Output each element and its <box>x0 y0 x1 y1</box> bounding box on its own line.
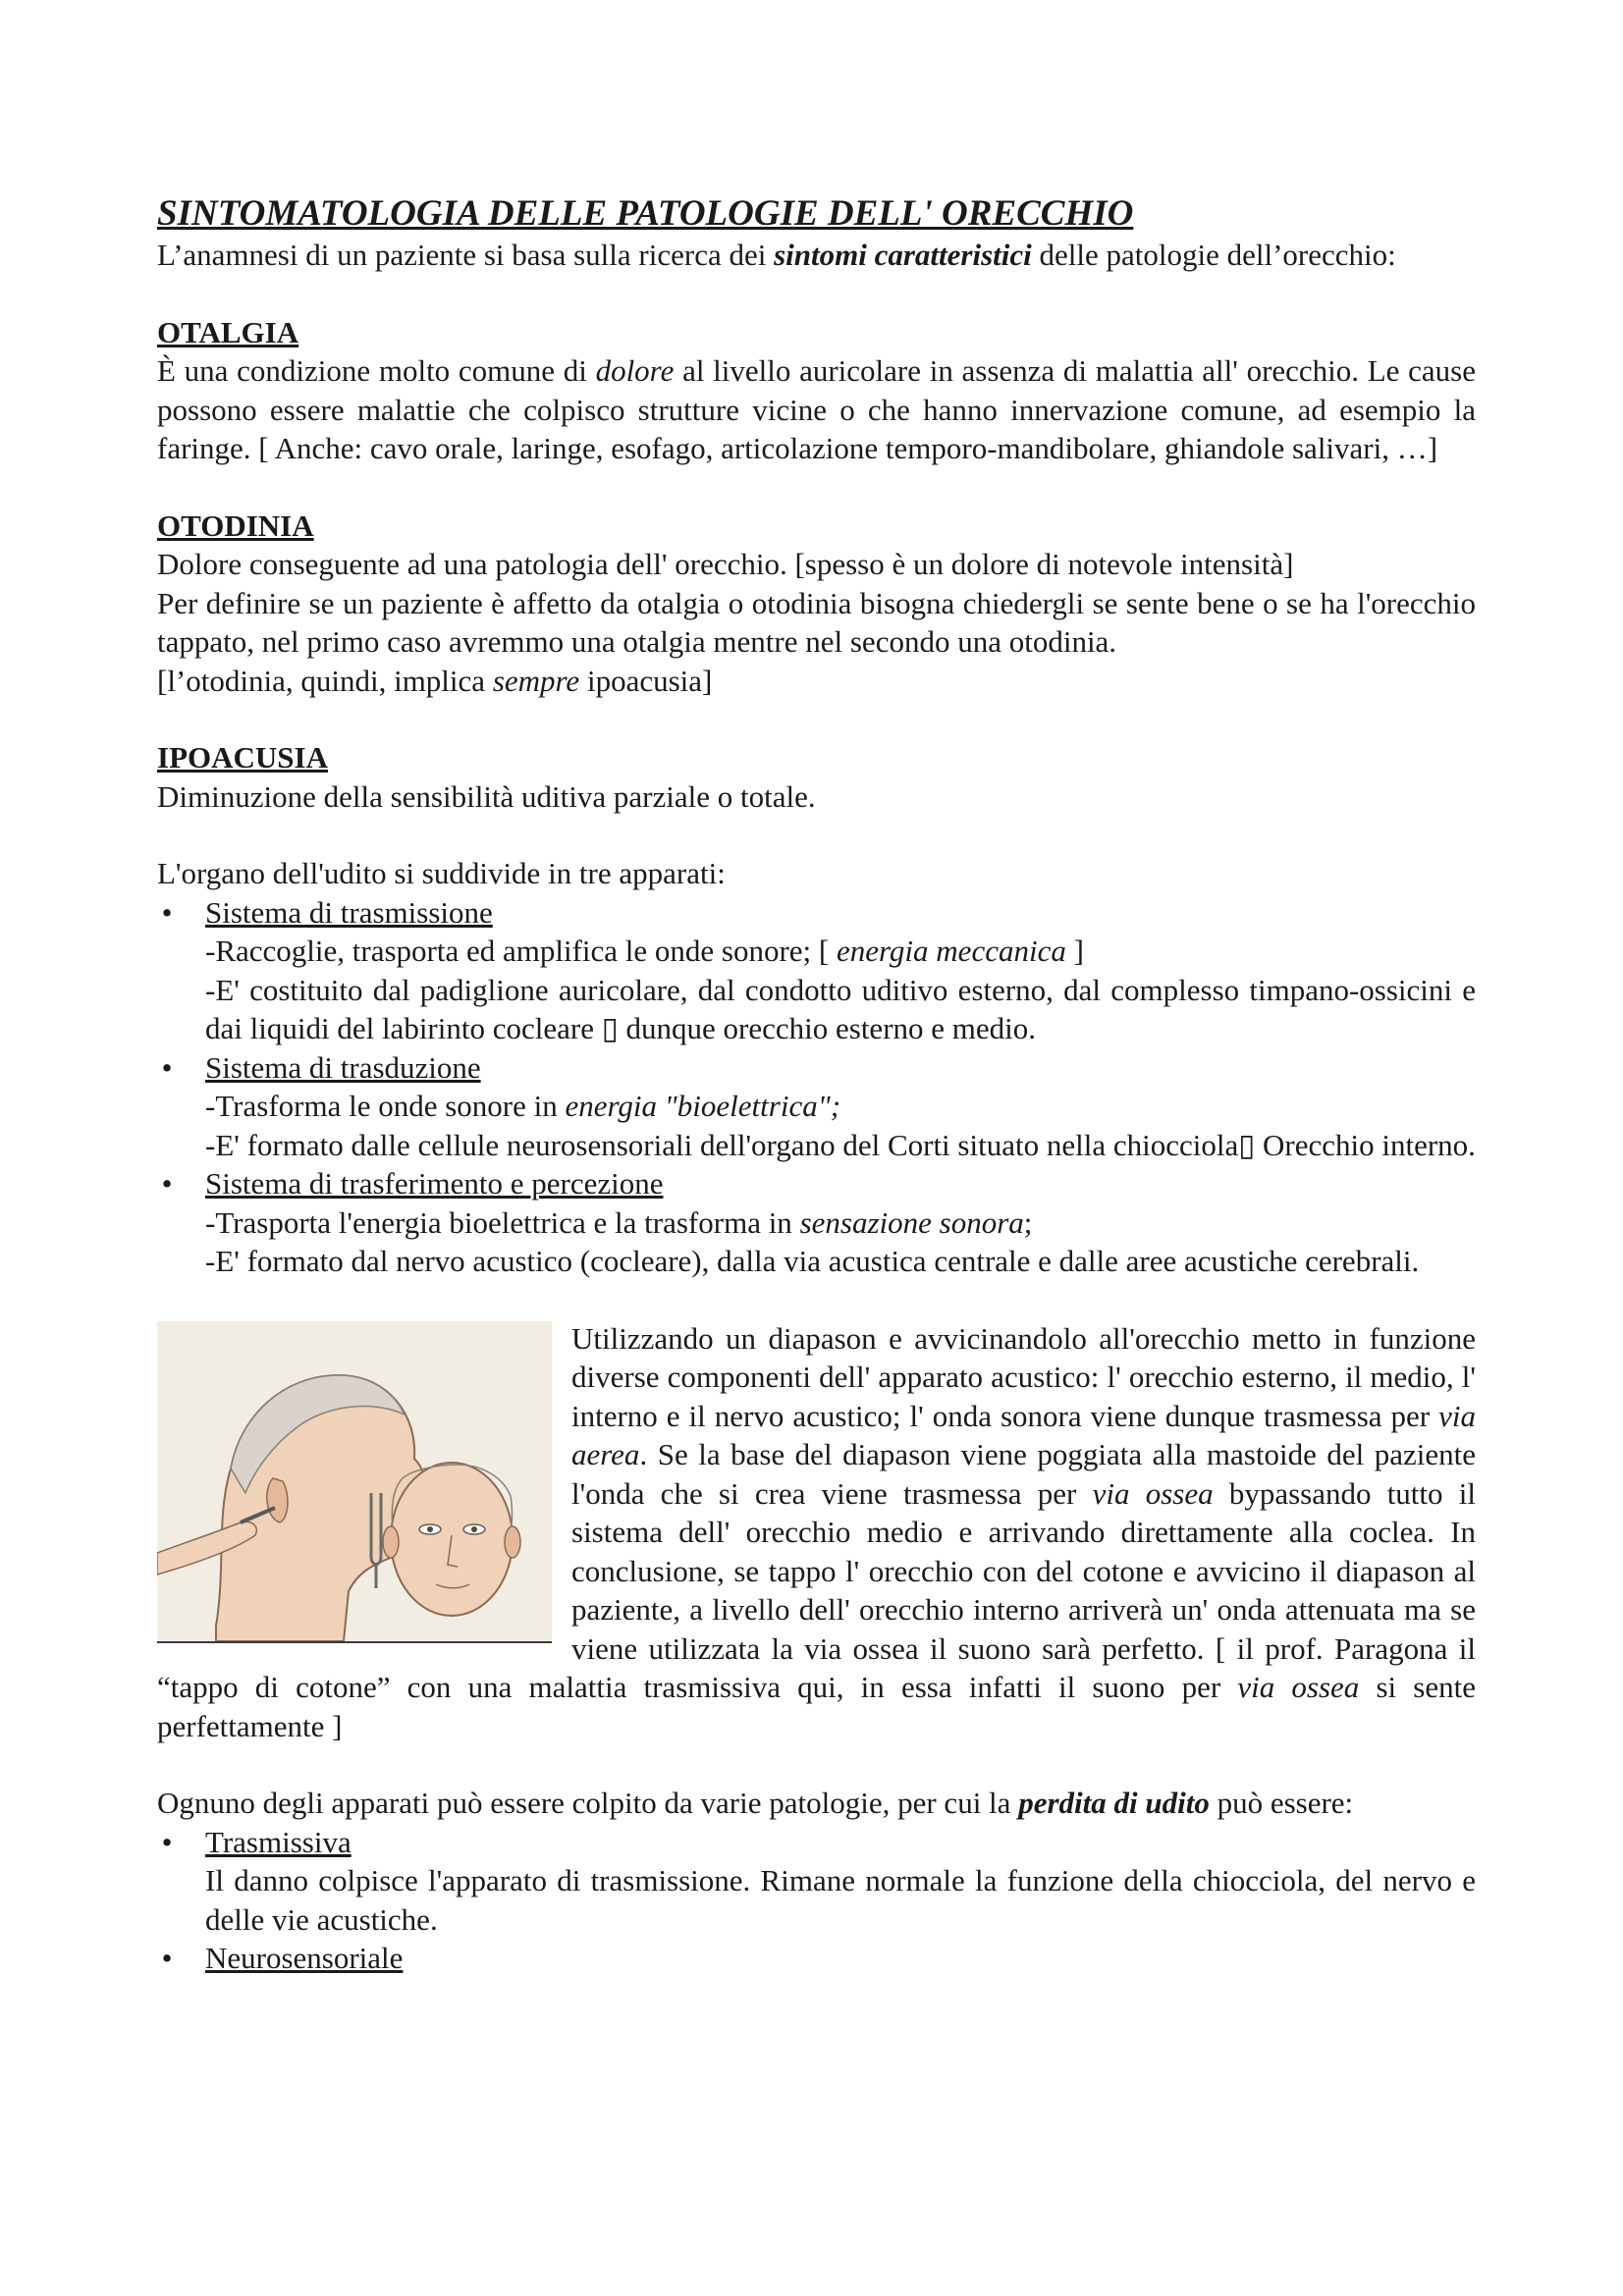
otodinia-note: [l’otodinia, quindi, implica <box>157 663 493 698</box>
diapason-text: Utilizzando un diapason e avvicinandolo all'orecchio metto in funzione diverse componenti dell' apparato acustico: l' orecchio esterno, il medio, l' interno e il nervo acustico; l' onda sonora viene dunque trasmessa per <box>571 1320 1476 1433</box>
bullet-icon: • <box>161 1941 173 1975</box>
systems-list <box>157 893 1476 1281</box>
otodinia-line-1: Dolore conseguente ad una patologia dell' orecchio. [spesso è un dolore di notevole intensità] <box>157 547 1294 581</box>
intro-emphasis: sintomi caratteristici <box>774 238 1032 272</box>
list-item <box>157 1048 1476 1165</box>
loss-type-name: Trasmissiva <box>205 1824 352 1859</box>
diapason-text: . Se la base del diapason viene poggiata alla mastoide del paziente l'onda che si crea viene trasmessa per <box>571 1437 1476 1511</box>
otalgia-text-end: al livello auricolare in assenza di malattia all' orecchio. Le cause possono essere malattie che colpisco strutture vicine o che hanno innervazione comune, ad esempio la faringe. [ Anche: cavo orale, laringe, esofago, articolazione temporo-mandibolare, ghiandole salivari, …] <box>157 353 1477 465</box>
system-line <box>205 1203 1476 1243</box>
bullet-icon: • <box>161 1049 173 1085</box>
list-item <box>157 893 1476 1048</box>
heading-ipoacusia: IPOACUSIA <box>157 740 328 774</box>
system-name: Sistema di trasduzione <box>205 1049 481 1085</box>
system-name: Sistema di trasferimento e percezione <box>205 1166 664 1201</box>
system-line <box>205 932 1476 971</box>
list-item <box>157 1939 1476 1978</box>
list-item <box>157 1164 1476 1281</box>
intro-paragraph <box>157 236 1476 275</box>
system-emphasis: sensazione sonora <box>799 1204 1024 1240</box>
diapason-emphasis: via aerea <box>571 1398 1476 1471</box>
intro-text-end: delle patologie dell’orecchio: <box>1031 238 1396 272</box>
system-line <box>205 1087 1476 1126</box>
bullet-icon: • <box>161 894 173 930</box>
system-text-end: ] <box>1065 934 1084 968</box>
heading-otalgia: OTALGIA <box>157 314 299 349</box>
heading-otodinia: OTODINIA <box>157 507 314 543</box>
system-text: -Raccoglie, trasporta ed amplifica le onde sonore; [ <box>205 934 837 968</box>
hearing-loss-list <box>157 1823 1476 1978</box>
ipoacusia-line-1: Diminuzione della sensibilità uditiva parziale o totale. <box>157 778 816 814</box>
diapason-text: si sente perfettamente ] <box>157 1670 1477 1743</box>
otalgia-paragraph <box>157 351 1476 468</box>
diapason-illustration <box>157 1321 552 1643</box>
organ-intro: L'organo dell'udito si suddivide in tre apparati: <box>157 856 726 890</box>
diapason-text: bypassando tutto il sistema dell' orecchio medio e arrivando direttamente alla coclea. In conclusione, se tappo l' orecchio con del cotone e avvicino il diapason al paziente, a livello dell' orecchio interno arriverà un' onda attenuata ma se viene utilizzata la via ossea il suono sarà perfetto. [ il prof. Paragona il “tappo di cotone” con una malattia trasmissiva qui, in essa infatti il suono per <box>157 1475 1476 1704</box>
otodinia-note-end: ipoacusia] <box>579 663 713 698</box>
otalgia-emphasis: dolore <box>595 353 675 388</box>
system-name: Sistema di trasmissione <box>205 894 493 930</box>
diapason-emphasis: via ossea <box>1237 1670 1360 1704</box>
perdita-text: Ognuno degli apparati può essere colpito da varie patologie, per cui la <box>157 1786 1019 1820</box>
intro-text: L’anamnesi di un paziente si basa sulla ricerca dei <box>157 238 775 272</box>
bullet-icon: • <box>161 1166 173 1201</box>
diapason-drawing <box>157 1321 552 1641</box>
system-emphasis: energia meccanica <box>837 934 1066 968</box>
otodinia-line-2: Per definire se un paziente è affetto da otalgia o otodinia bisogna chiedergli se sente bene o se ha l'orecchio tappato, nel primo caso avremmo una otalgia mentre nel secondo una otodinia. <box>157 585 1476 659</box>
bullet-icon: • <box>161 1824 173 1859</box>
system-emphasis: energia "bioelettrica"; <box>565 1089 841 1123</box>
system-line: -E' formato dal nervo acustico (cocleare), dalla via acustica centrale e dalle aree acustiche cerebrali. <box>205 1244 1420 1278</box>
list-item <box>157 1823 1476 1940</box>
diapason-emphasis: via ossea <box>1092 1475 1214 1511</box>
system-text-end: ; <box>1023 1204 1033 1240</box>
otalgia-text: È una condizione molto comune di <box>157 353 596 388</box>
page-title: SINTOMATOLOGIA DELLE PATOLOGIE DELL' ORECCHIO <box>157 193 1134 234</box>
loss-type-description: Il danno colpisce l'apparato di trasmissione. Rimane normale la funzione della chiocciola, del nervo e delle vie acustiche. <box>205 1863 1476 1937</box>
system-line: -E' formato dalle cellule neurosensoriali dell'organo del Corti situato nella chiocciola▯ Orecchio interno. <box>205 1127 1476 1162</box>
loss-type-name: Neurosensoriale <box>205 1941 404 1975</box>
perdita-text-end: può essere: <box>1209 1786 1354 1820</box>
otodinia-line-3 <box>157 662 1476 701</box>
system-text: -Trasporta l'energia bioelettrica e la trasforma in <box>205 1204 800 1240</box>
system-line: -E' costituito dal padiglione auricolare, dal condotto uditivo esterno, dal complesso timpano-ossicini e dai liquidi del labirinto cocleare ▯ dunque orecchio esterno e medio. <box>205 972 1476 1045</box>
diapason-section <box>157 1319 1476 1746</box>
system-text: -Trasforma le onde sonore in <box>205 1089 566 1123</box>
document-body <box>157 192 1476 1978</box>
perdita-intro <box>157 1784 1476 1823</box>
perdita-emphasis: perdita di udito <box>1018 1786 1210 1820</box>
otodinia-emphasis: sempre <box>492 663 580 698</box>
